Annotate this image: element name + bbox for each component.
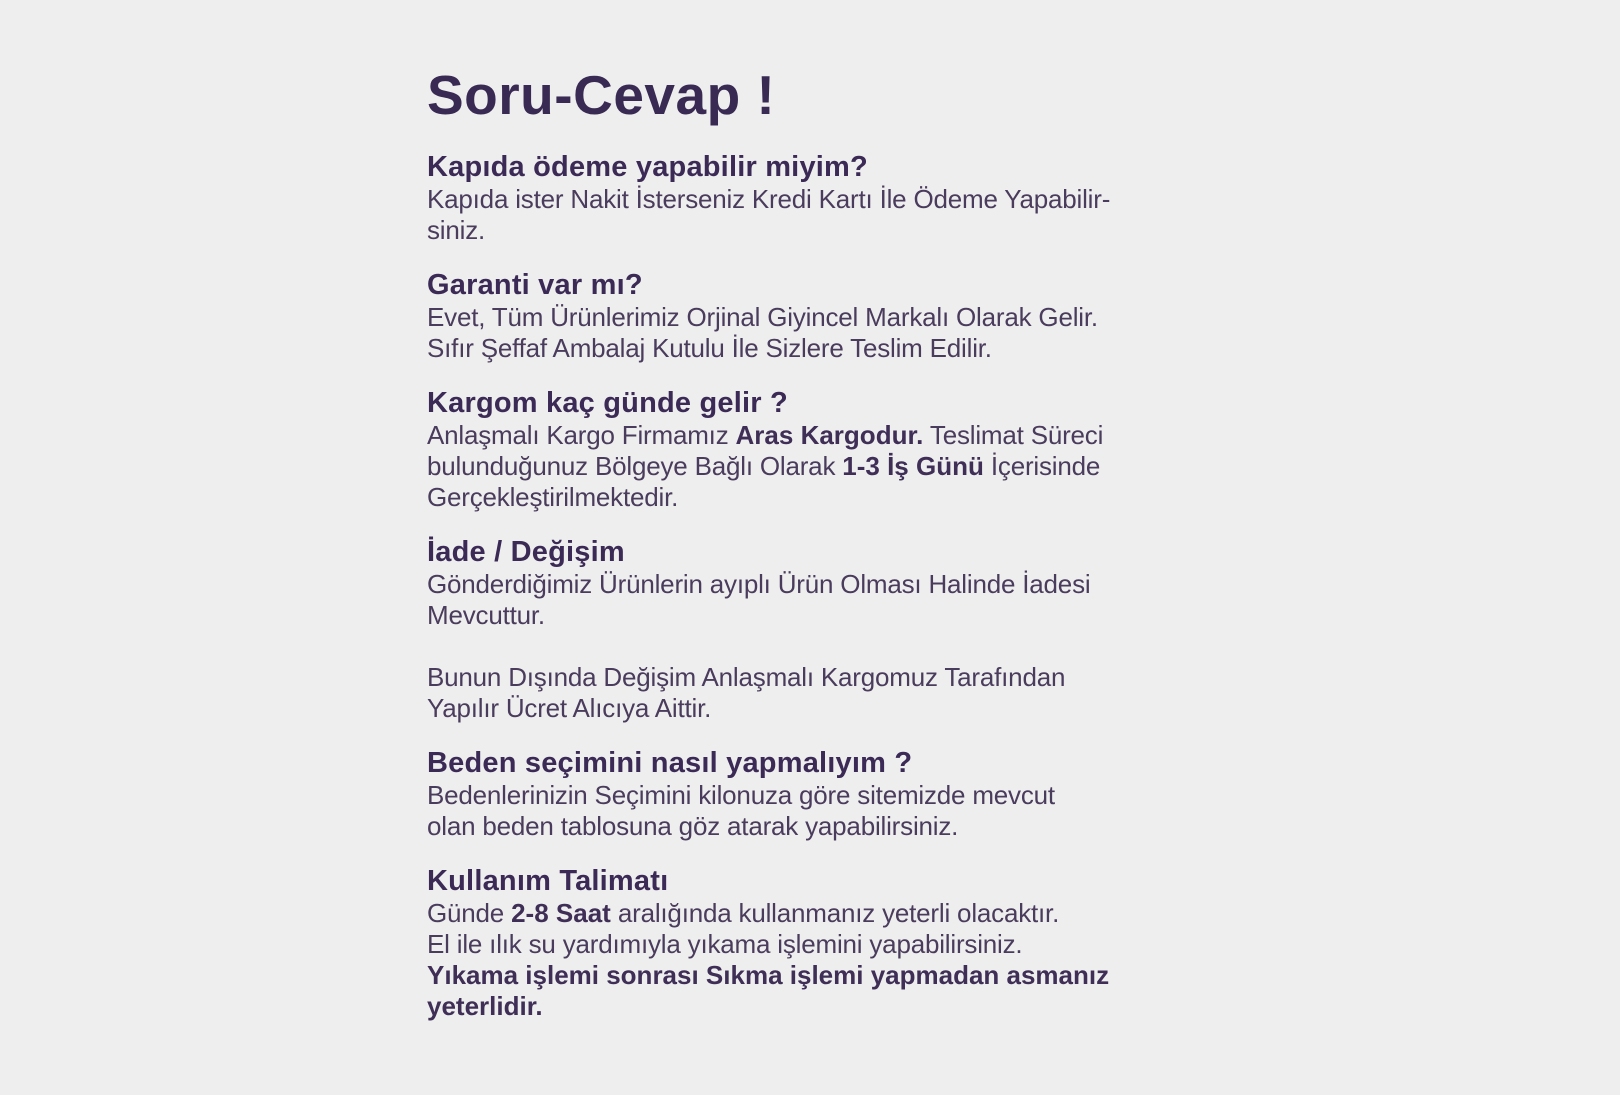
answer-line xyxy=(427,600,1143,631)
answer-text-bold: yeterlidir. xyxy=(427,991,543,1021)
faq-section xyxy=(427,746,1143,842)
question-heading: Kullanım Talimatı xyxy=(427,865,669,897)
answer-blank-line xyxy=(427,631,1143,662)
answer-text: bulunduğunuz Bölgeye Bağlı Olarak xyxy=(427,451,843,481)
answer-text: Gönderdiğimiz Ürünlerin ayıplı Ürün Olması Halinde İadesi xyxy=(427,569,1091,599)
answer-text: Yapılır Ücret Alıcıya Aittir. xyxy=(427,693,712,723)
answer-line xyxy=(427,991,1143,1022)
question-heading: Beden seçimini nasıl yapmalıyım ? xyxy=(427,747,913,779)
question-heading: İade / Değişim xyxy=(427,536,625,568)
answer-text: aralığında kullanmanız yeterli olacaktır. xyxy=(610,898,1060,928)
answer-text: El ile ılık su yardımıyla yıkama işlemini yapabilirsiniz. xyxy=(427,929,1023,959)
answer-text: olan beden tablosuna göz atarak yapabilirsiniz. xyxy=(427,811,959,841)
answer-text: Evet, Tüm Ürünlerimiz Orjinal Giyincel Markalı Olarak Gelir. xyxy=(427,302,1098,332)
answer-line xyxy=(427,693,1143,724)
faq-section xyxy=(427,864,1143,1022)
answer-text-bold: Aras Kargodur. xyxy=(735,420,924,450)
answer-text-bold: Yıkama işlemi sonrası Sıkma işlemi yapmadan asmanız xyxy=(427,960,1110,990)
answer-line xyxy=(427,780,1143,811)
answer-line xyxy=(427,451,1143,482)
answer-text: siniz. xyxy=(427,215,486,245)
answer-text: Mevcuttur. xyxy=(427,600,545,630)
answer-line xyxy=(427,302,1143,333)
answer-text: Bunun Dışında Değişim Anlaşmalı Kargomuz Tarafından xyxy=(427,662,1066,692)
answer-text-bold: 1-3 İş Günü xyxy=(842,451,984,481)
faq-content xyxy=(427,66,1143,1044)
answer-text: Teslimat Süreci xyxy=(923,420,1104,450)
faq-section xyxy=(427,386,1143,513)
faq-sections-list xyxy=(427,150,1143,1022)
faq-section xyxy=(427,268,1143,364)
answer-text: İçerisinde xyxy=(983,451,1101,481)
answer-text: Gerçekleştirilmektedir. xyxy=(427,482,679,512)
answer-line xyxy=(427,811,1143,842)
answer-line xyxy=(427,662,1143,693)
question-heading: Kargom kaç günde gelir ? xyxy=(427,387,788,419)
answer-line xyxy=(427,569,1143,600)
answer-line xyxy=(427,215,1143,246)
answer-text: Sıfır Şeffaf Ambalaj Kutulu İle Sizlere Teslim Edilir. xyxy=(427,333,992,363)
answer-text: Günde xyxy=(427,898,512,928)
answer-text-bold: 2-8 Saat xyxy=(511,898,611,928)
faq-section xyxy=(427,535,1143,724)
answer-text: Anlaşmalı Kargo Firmamız xyxy=(427,420,736,450)
answer-line xyxy=(427,929,1143,960)
page-title: Soru-Cevap ! xyxy=(427,64,776,126)
answer-line xyxy=(427,960,1143,991)
answer-line xyxy=(427,898,1143,929)
faq-section xyxy=(427,150,1143,246)
question-heading: Garanti var mı? xyxy=(427,269,643,301)
question-heading: Kapıda ödeme yapabilir miyim? xyxy=(427,151,868,183)
answer-line xyxy=(427,482,1143,513)
answer-text: Bedenlerinizin Seçimini kilonuza göre sitemizde mevcut xyxy=(427,780,1055,810)
answer-line xyxy=(427,420,1143,451)
answer-text: Kapıda ister Nakit İsterseniz Kredi Kartı İle Ödeme Yapabilir- xyxy=(427,184,1111,214)
answer-line xyxy=(427,184,1143,215)
answer-line xyxy=(427,333,1143,364)
